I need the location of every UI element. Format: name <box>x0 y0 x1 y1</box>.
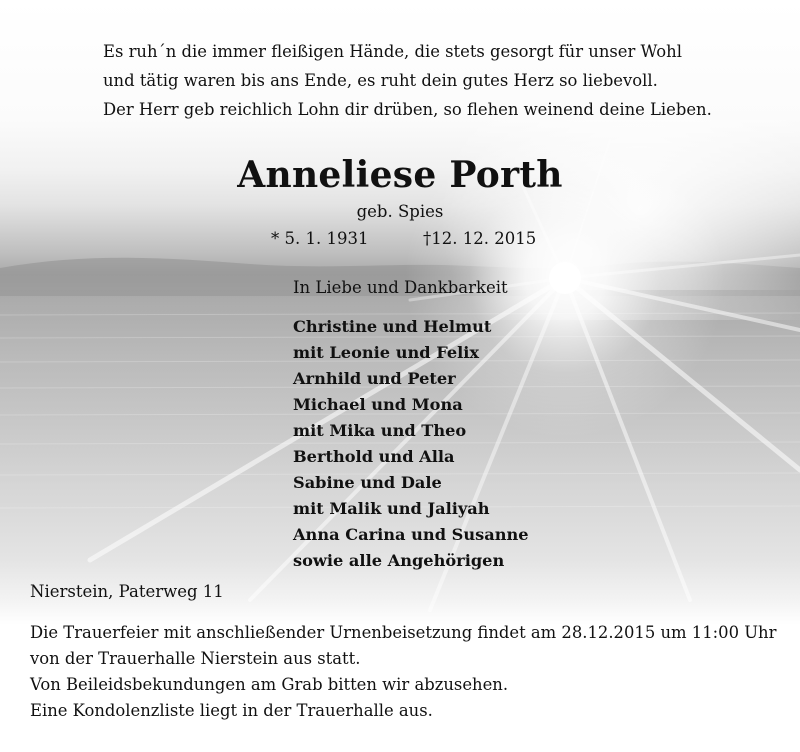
mourner-name: mit Leonie und Felix <box>293 343 480 362</box>
mourners-list <box>293 314 529 574</box>
mourner-name: Anna Carina und Susanne <box>293 525 529 544</box>
mourner-name: mit Malik und Jaliyah <box>293 499 490 518</box>
mourner-name: Michael und Mona <box>293 395 463 414</box>
notice-line: Eine Kondolenzliste liegt in der Trauerhalle aus. <box>30 701 433 720</box>
notice-line: Von Beileidsbekundungen am Grab bitten wir abzusehen. <box>30 675 509 694</box>
address: Nierstein, Paterweg 11 <box>30 582 224 601</box>
death-date: †12. 12. 2015 <box>423 229 537 248</box>
mourner-name: Christine und Helmut <box>293 317 492 336</box>
poem-line: Der Herr geb reichlich Lohn dir drüben, so flehen weinend deine Lieben. <box>103 100 712 119</box>
mourner-name: sowie alle Angehörigen <box>293 551 505 570</box>
mourner-name: Sabine und Dale <box>293 473 442 492</box>
life-dates <box>271 229 537 249</box>
sun <box>549 262 581 294</box>
mourners-intro: In Liebe und Dankbarkeit <box>293 278 508 297</box>
birth-name: geb. Spies <box>356 202 444 221</box>
poem <box>103 37 712 124</box>
birth-date: * 5. 1. 1931 <box>271 229 369 248</box>
deceased-name: Anneliese Porth <box>237 154 563 196</box>
notice-line: von der Trauerhalle Nierstein aus statt. <box>30 649 361 668</box>
funeral-notice <box>30 620 776 724</box>
poem-line: und tätig waren bis ans Ende, es ruht dein gutes Herz so liebevoll. <box>103 71 658 90</box>
mourner-name: mit Mika und Theo <box>293 421 467 440</box>
notice-line: Die Trauerfeier mit anschließender Urnenbeisetzung findet am 28.12.2015 um 11:00 Uhr <box>30 623 777 642</box>
mourner-name: Berthold und Alla <box>293 447 455 466</box>
mourner-name: Arnhild und Peter <box>293 369 456 388</box>
poem-line: Es ruh´n die immer fleißigen Hände, die stets gesorgt für unser Wohl <box>103 42 682 61</box>
